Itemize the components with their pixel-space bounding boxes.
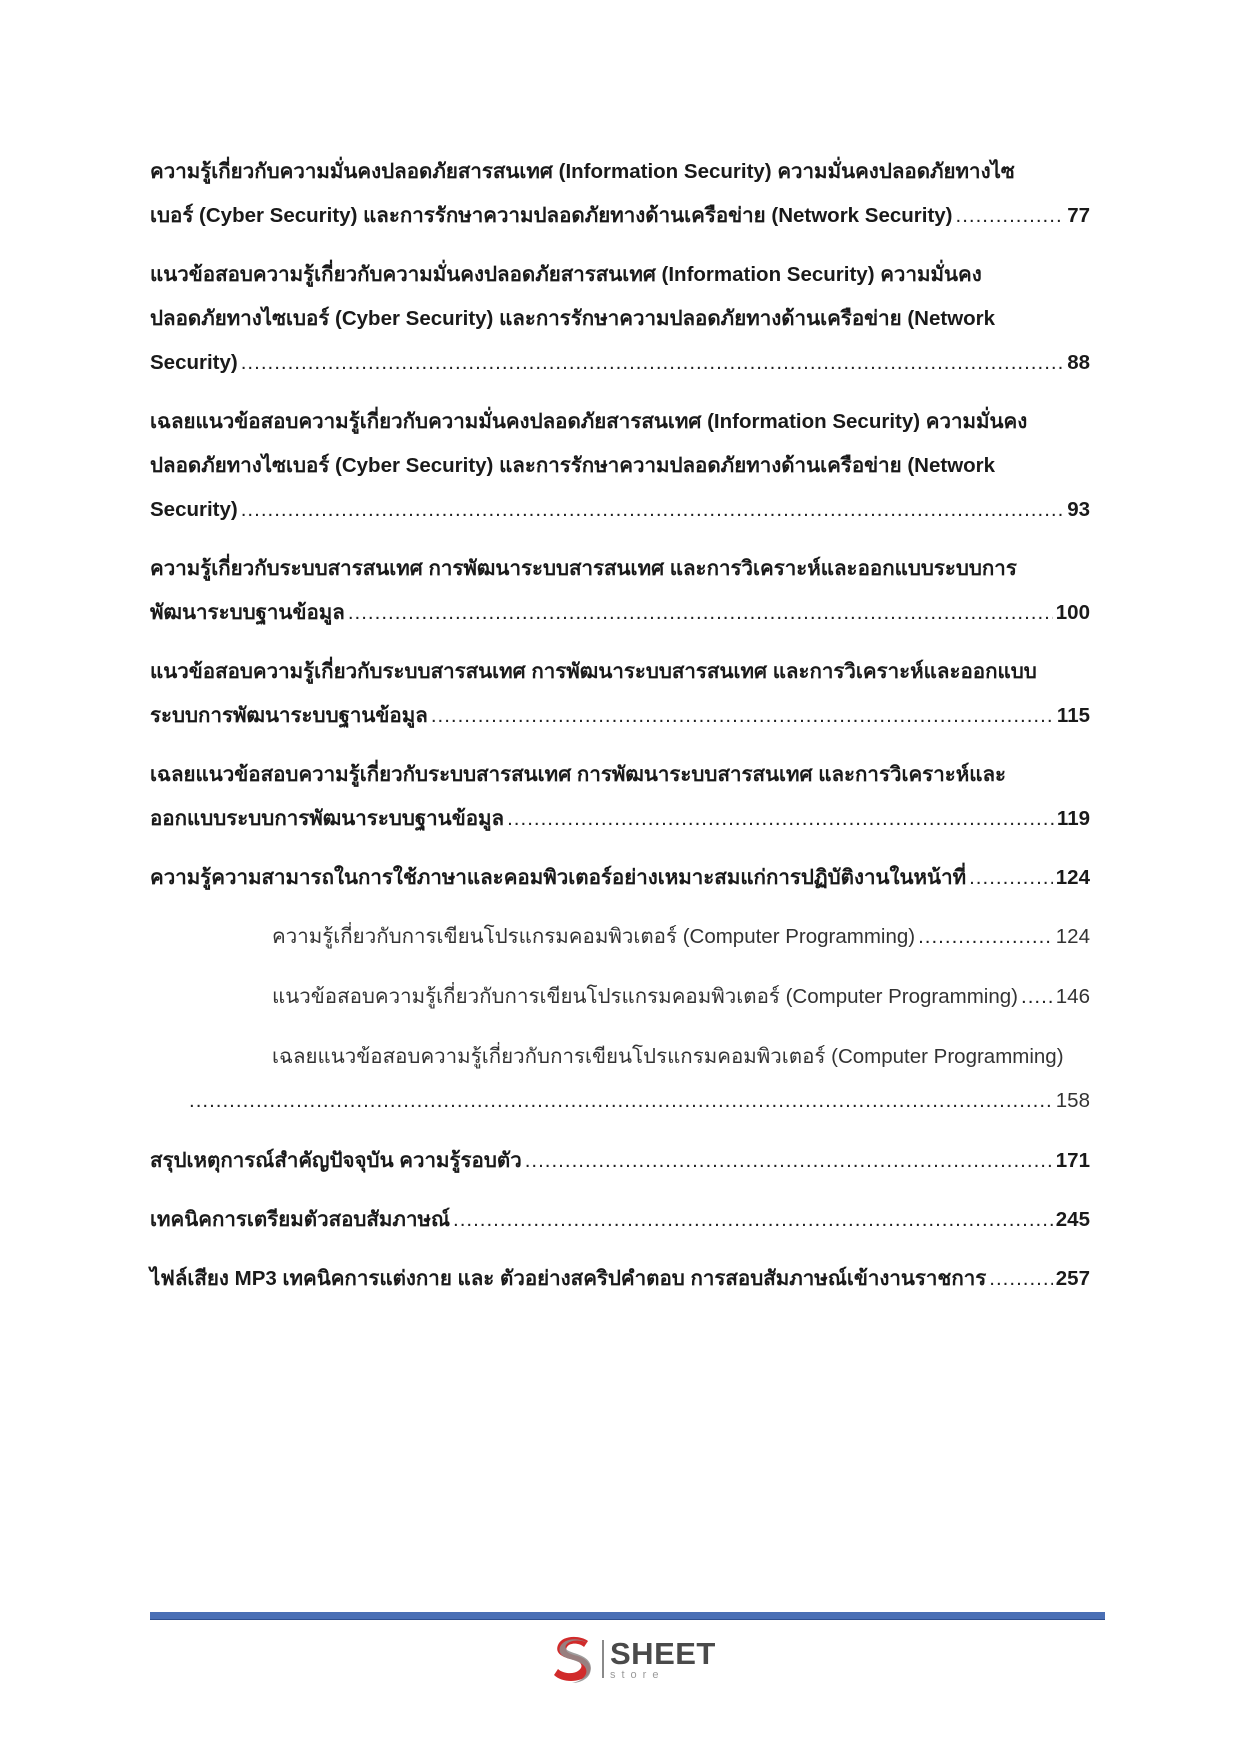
dot-leader (453, 1198, 1053, 1242)
toc-page-number: 93 (1067, 498, 1090, 521)
toc-entry-text: ความรู้เกี่ยวกับความมั่นคงปลอดภัยสารสนเทศ (Information Security) ความมั่นคงปลอดภัยทางไซ (150, 160, 1015, 183)
dot-leader (918, 915, 1053, 959)
toc-entry-text: เฉลยแนวข้อสอบความรู้เกี่ยวกับระบบสารสนเทศ การพัฒนาระบบสารสนเทศ และการวิเคราะห์และ (150, 763, 1007, 786)
toc-entry-security-exam[interactable] (150, 253, 1090, 385)
dot-leader (1021, 975, 1053, 1019)
toc-entry-text: เบอร์ (Cyber Security) และการรักษาความปลอดภัยทางด้านเครือข่าย (Network Security) (150, 204, 953, 227)
toc-entry-text: ความรู้ความสามารถในการใช้ภาษาและคอมพิวเตอร์อย่างเหมาะสมแก่การปฏิบัติงานในหน้าที่ (150, 866, 967, 889)
logo-subtitle: store (610, 1668, 665, 1681)
toc-entry-security-answers[interactable] (150, 400, 1090, 532)
toc-page-number: 171 (1055, 1149, 1090, 1172)
logo-text (610, 1635, 716, 1681)
toc-entry-text: ระบบการพัฒนาระบบฐานข้อมูล (150, 704, 428, 727)
toc-entry-interview-prep[interactable] (150, 1198, 1090, 1242)
toc-entry-language-computer[interactable] (150, 856, 1090, 900)
toc-page-number: 257 (1055, 1267, 1090, 1290)
toc-page-number: 124 (1055, 866, 1090, 889)
toc-entry-information-security[interactable] (150, 150, 1090, 238)
dot-leader (241, 341, 1064, 385)
toc-subentry-programming-exam[interactable] (150, 975, 1090, 1019)
toc-page-number: 124 (1055, 925, 1090, 948)
footer-divider (150, 1612, 1105, 1620)
toc-entry-current-events[interactable] (150, 1139, 1090, 1183)
toc-entry-text: ความรู้เกี่ยวกับการเขียนโปรแกรมคอมพิวเตอร์ (Computer Programming) (272, 925, 916, 948)
toc-subentry-programming-answers[interactable] (150, 1035, 1090, 1123)
toc-entry-text: พัฒนาระบบฐานข้อมูล (150, 601, 345, 624)
toc-entry-information-systems[interactable] (150, 547, 1090, 635)
toc-entry-text: สรุปเหตุการณ์สำคัญปัจจุบัน ความรู้รอบตัว (150, 1149, 522, 1172)
toc-page-number: 146 (1055, 985, 1090, 1008)
toc-entry-text: เฉลยแนวข้อสอบความรู้เกี่ยวกับความมั่นคงปลอดภัยสารสนเทศ (Information Security) ความมั่นคง (150, 410, 1028, 433)
toc-entry-text: ปลอดภัยทางไซเบอร์ (Cyber Security) และการรักษาความปลอดภัยทางด้านเครือข่าย (Network (150, 307, 996, 330)
logo-separator (602, 1640, 604, 1678)
dot-leader (348, 591, 1053, 635)
toc-entry-text: เทคนิคการเตรียมตัวสอบสัมภาษณ์ (150, 1208, 450, 1231)
toc-entry-text: Security) (150, 351, 238, 374)
dot-leader (431, 694, 1054, 738)
toc-entry-mp3-interview[interactable] (150, 1257, 1090, 1301)
toc-page-number: 245 (1055, 1208, 1090, 1231)
dot-leader (525, 1139, 1053, 1183)
toc-entry-text: Security) (150, 498, 238, 521)
dot-leader (956, 194, 1065, 238)
dot-leader (507, 797, 1054, 841)
toc-entry-text: แนวข้อสอบความรู้เกี่ยวกับระบบสารสนเทศ การพัฒนาระบบสารสนเทศ และการวิเคราะห์และออกแบบ (150, 660, 1037, 683)
dot-leader (969, 856, 1053, 900)
logo-word: SHEET (610, 1635, 716, 1671)
toc-entry-information-systems-exam[interactable] (150, 650, 1090, 738)
sheet-logo-icon (550, 1633, 596, 1685)
toc-entry-text: แนวข้อสอบความรู้เกี่ยวกับการเขียนโปรแกรมคอมพิวเตอร์ (Computer Programming) (272, 985, 1018, 1008)
toc-page-number: 119 (1056, 807, 1090, 830)
toc-entry-text: เฉลยแนวข้อสอบความรู้เกี่ยวกับการเขียนโปรแกรมคอมพิวเตอร์ (Computer Programming) (272, 1045, 1064, 1068)
toc-entry-text: ออกแบบระบบการพัฒนาระบบฐานข้อมูล (150, 807, 505, 830)
toc-page-number: 115 (1056, 704, 1090, 727)
sheet-store-logo (550, 1632, 730, 1686)
table-of-contents (150, 150, 1090, 1316)
toc-page-number: 77 (1067, 204, 1090, 227)
toc-page-number: 88 (1067, 351, 1090, 374)
toc-entry-information-systems-answers[interactable] (150, 753, 1090, 841)
toc-entry-text: ปลอดภัยทางไซเบอร์ (Cyber Security) และการรักษาความปลอดภัยทางด้านเครือข่าย (Network (150, 454, 996, 477)
dot-leader (189, 1079, 1053, 1123)
dot-leader (989, 1257, 1053, 1301)
dot-leader (241, 488, 1064, 532)
toc-subentry-programming[interactable] (150, 915, 1090, 959)
toc-page-number: 158 (1055, 1089, 1090, 1112)
toc-entry-text: ความรู้เกี่ยวกับระบบสารสนเทศ การพัฒนาระบบสารสนเทศ และการวิเคราะห์และออกแบบระบบการ (150, 557, 1017, 580)
toc-entry-text: ไฟล์เสียง MP3 เทคนิคการแต่งกาย และ ตัวอย่างสคริปคำตอบ การสอบสัมภาษณ์เข้างานราชการ (150, 1267, 987, 1290)
toc-entry-text: แนวข้อสอบความรู้เกี่ยวกับความมั่นคงปลอดภัยสารสนเทศ (Information Security) ความมั่นคง (150, 263, 982, 286)
toc-page-number: 100 (1055, 601, 1090, 624)
